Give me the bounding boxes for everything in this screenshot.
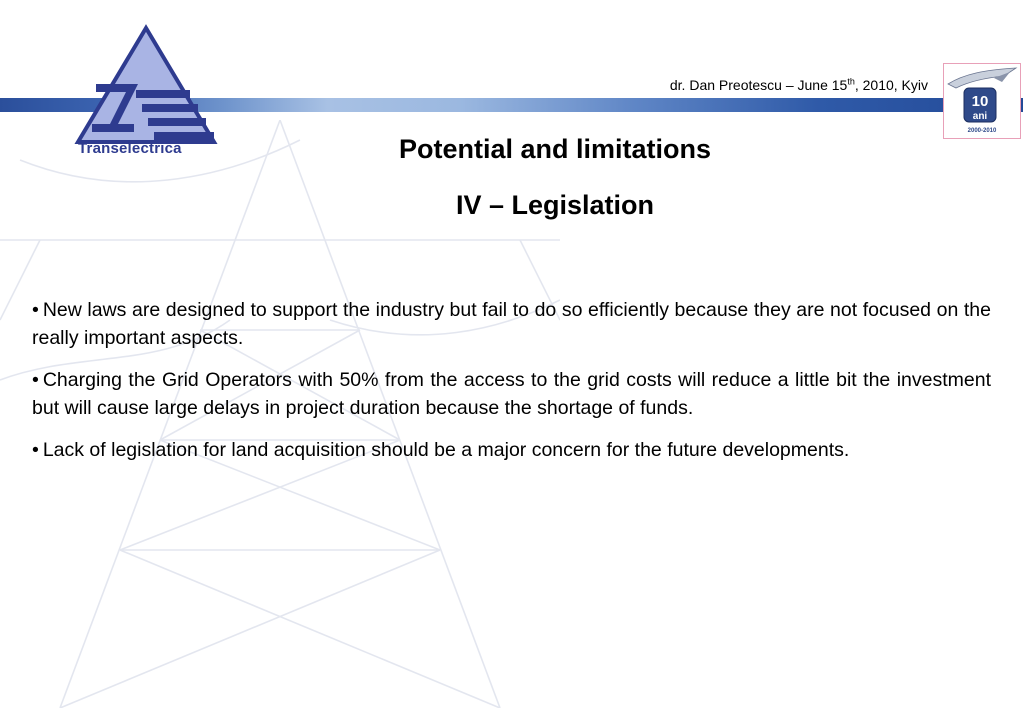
credit-suffix: , 2010, Kyiv [854,77,928,93]
bullet-mark: • [32,439,39,461]
credit-superscript: th [847,76,855,87]
bullet-list [32,296,991,478]
logo-wordmark: Transelectrica [78,140,182,157]
bullet-item [32,296,991,352]
credit-prefix: dr. Dan Preotescu – June 15 [669,77,848,93]
slide-subtitle: IV – Legislation [455,190,655,220]
badge-word: ani [972,111,988,122]
bullet-mark: • [32,299,39,321]
bullet-text: New laws are designed to support the industry but fail to do so efficiently because they are not focused on the really important aspects. [32,299,991,349]
slide-title: Potential and limitations [398,134,712,164]
presenter-credit [670,77,928,93]
anniversary-badge [943,63,1021,139]
bullet-text: Lack of legislation for land acquisition should be a major concern for the future developments. [42,439,850,461]
badge-number: 10 [971,93,989,110]
anniversary-logo-icon [944,64,1020,138]
bullet-item [32,436,991,464]
badge-years: 2000-2010 [967,128,997,134]
bullet-text: Charging the Grid Operators with 50% from the access to the grid costs will reduce a little bit the investment but will cause large delays in project duration because the shortage of funds. [32,369,991,419]
bullet-item [32,366,991,422]
bullet-mark: • [32,369,39,391]
